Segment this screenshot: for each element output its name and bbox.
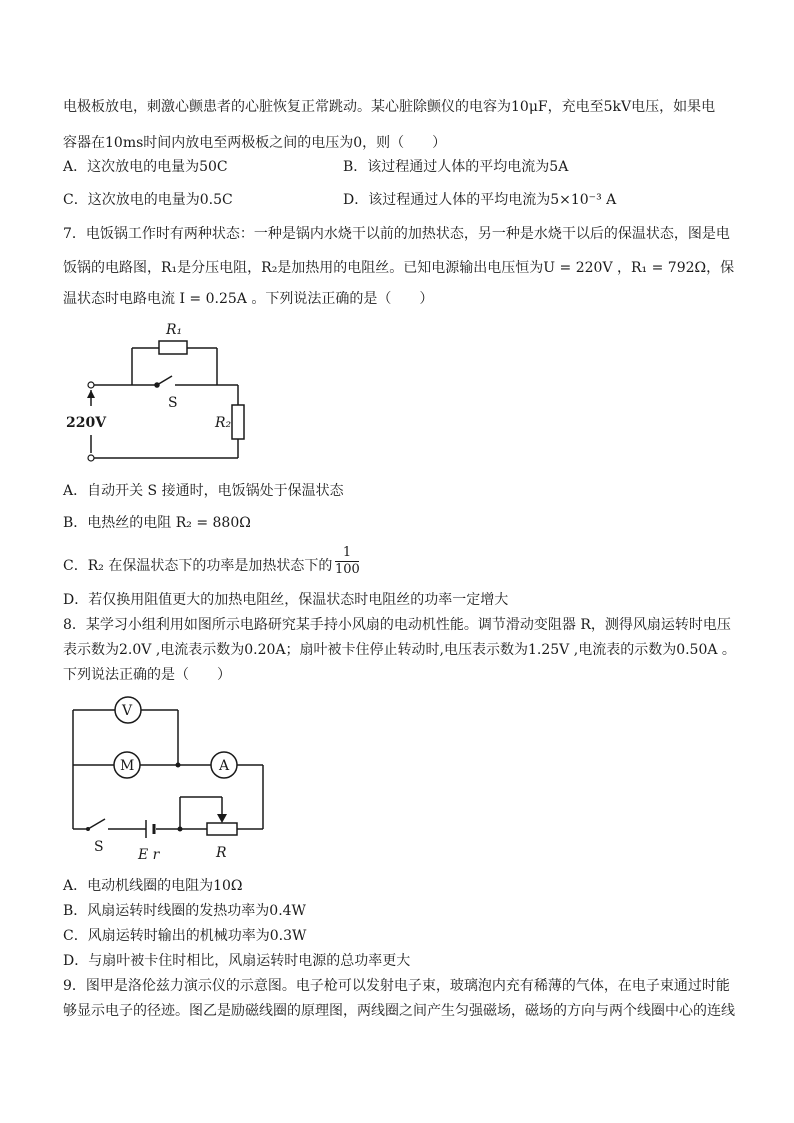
q7-option-c: C．R₂ 在保温状态下的功率是加热状态下的 (63, 558, 333, 574)
q6-option-b: B．该过程通过人体的平均电流为5A (343, 159, 569, 175)
q8-circuit-diagram (60, 692, 280, 867)
q7-stem-line2: 饭锅的电路图，R₁是分压电阻，R₂是加热用的电阻丝。已知电源输出电压恒为U = 220V ，R₁ = 792Ω，保 (63, 260, 735, 276)
switch-label: S (168, 395, 178, 411)
q9-stem-line2: 够显示电子的径迹。图乙是励磁线圈的原理图，两线圈之间产生匀强磁场，磁场的方向与两个线圈中心的连线 (63, 1003, 735, 1019)
voltage-label: 220V (66, 415, 107, 431)
q8-option-c: C．风扇运转时输出的机械功率为0.3W (63, 928, 307, 944)
battery-label: E r (138, 847, 160, 863)
switch-s (88, 819, 105, 829)
q7-stem-line1: 7．电饭锅工作时有两种状态：一种是锅内水烧干以前的加热状态，另一种是水烧干以后的保温状态，图是电 (63, 226, 730, 242)
q8-option-d: D．与扇叶被卡住时相比，风扇运转时电源的总功率更大 (63, 953, 411, 969)
q8-option-a: A．电动机线圈的电阻为10Ω (63, 878, 243, 894)
voltmeter-label: V (122, 703, 133, 719)
q7-circuit-diagram (60, 310, 260, 470)
q6-option-c: C．这次放电的电量为0.5C (63, 192, 233, 208)
q8-stem-line1: 8．某学习小组利用如图所示电路研究某手持小风扇的电动机性能。调节滑动变阻器 R，测得风扇运转时电压 (63, 617, 731, 633)
r2-resistor (232, 405, 244, 439)
q7-stem-line3: 温状态时电路电流 I = 0.25A 。下列说法正确的是（ ） (63, 291, 434, 307)
terminal-top (88, 382, 94, 388)
r1-label: R₁ (166, 322, 183, 338)
r1-resistor (159, 341, 187, 354)
ammeter-label: A (219, 758, 230, 774)
terminal-bottom (88, 455, 94, 461)
motor-label: M (120, 758, 135, 774)
fraction-numerator: 1 (335, 545, 359, 562)
q9-stem-line1: 9．图甲是洛伦兹力演示仪的示意图。电子枪可以发射电子束，玻璃泡内充有稀薄的气体，在电子束通过时能 (63, 978, 730, 994)
q6-option-a: A．这次放电的电量为50C (63, 159, 228, 175)
rheostat-r (207, 823, 237, 835)
q8-stem-line3: 下列说法正确的是（ ） (63, 667, 231, 683)
q6-stem-line1: 电极板放电，刺激心颤患者的心脏恢复正常跳动。某心脏除颤仪的电容为10μF，充电至5kV电压，如果电 (63, 99, 716, 115)
q6-option-d: D．该过程通过人体的平均电流为5×10⁻³ A (343, 192, 617, 208)
q6-stem-line2: 容器在10ms时间内放电至两极板之间的电压为0，则（ ） (63, 135, 447, 151)
rheostat-label: R (216, 845, 227, 861)
q7-option-a: A．自动开关 S 接通时，电饭锅处于保温状态 (63, 483, 344, 499)
q8-stem-line2: 表示数为2.0V ,电流表示数为0.20A；扇叶被卡住停止转动时,电压表示数为1.25V ,电流表的示数为0.50A 。 (63, 642, 736, 658)
switch-label: S (94, 839, 104, 855)
q8-option-b: B．风扇运转时线圈的发热功率为0.4W (63, 903, 306, 919)
q7-option-d: D．若仅换用阻值更大的加热电阻丝，保温状态时电阻丝的功率一定增大 (63, 592, 509, 608)
r2-label: R₂ (215, 415, 232, 431)
fraction-denominator: 100 (335, 562, 360, 577)
q7-option-b: B．电热丝的电阻 R₂ = 880Ω (63, 515, 251, 531)
q7-option-c-fraction (335, 545, 359, 578)
